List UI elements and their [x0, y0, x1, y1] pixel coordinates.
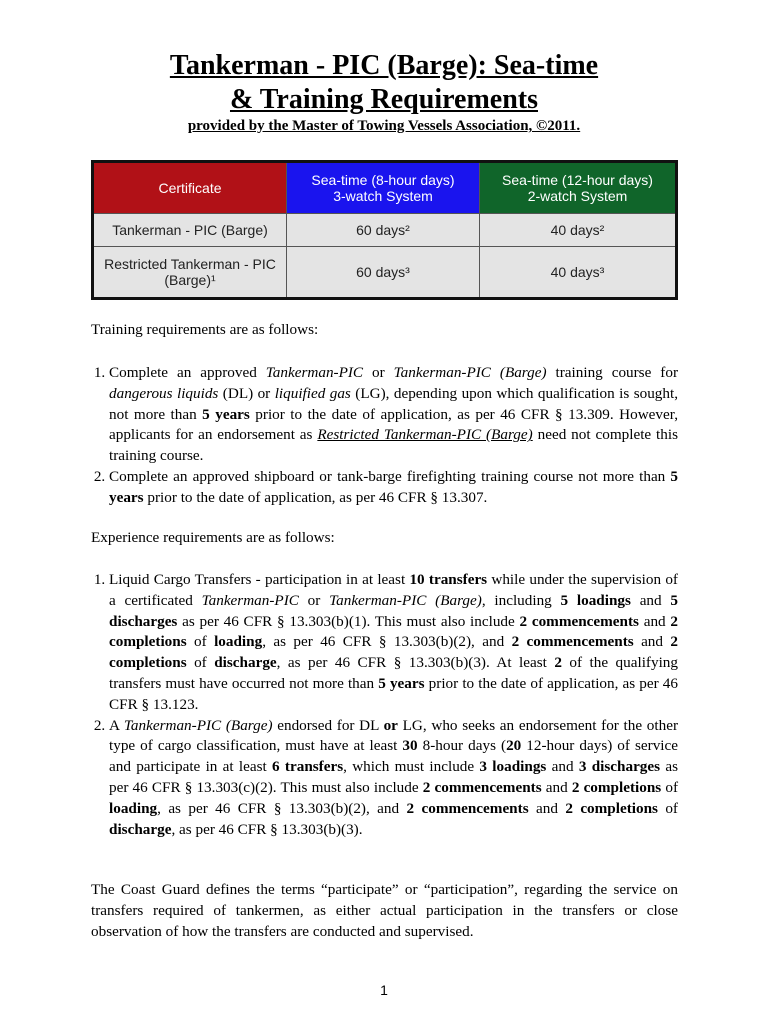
- text: 20: [506, 737, 522, 755]
- cell-8-hour: 60 days³: [287, 247, 480, 299]
- text: of: [661, 778, 678, 796]
- text: need not complete this training course.: [109, 426, 678, 465]
- text: 5 years: [109, 467, 678, 506]
- table-header-row: [93, 162, 677, 214]
- text: , as per 46 CFR § 13.303(b)(2), and: [262, 633, 512, 651]
- experience-item-2: [109, 716, 678, 841]
- cell-12-hour: 40 days²: [480, 214, 677, 247]
- text: Complete an approved shipboard or tank-barge firefighting training course not more than: [109, 467, 671, 485]
- text: Tankerman-PIC (Barge): [123, 716, 273, 734]
- text: training course for: [546, 364, 678, 381]
- text: 30: [402, 737, 418, 755]
- training-item-2: [109, 467, 678, 509]
- text: prior to the date of application, as per 46 CFR § 13.123.: [109, 674, 678, 713]
- text: , including: [481, 591, 561, 609]
- text: 2 completions: [571, 778, 662, 796]
- experience-item-1: [109, 570, 678, 716]
- header-8-hour-line1: Sea-time (8-hour days): [311, 172, 455, 188]
- text: or: [298, 591, 330, 609]
- header-12-hour-line1: Sea-time (12-hour days): [502, 172, 653, 188]
- closing-paragraph: The Coast Guard defines the terms “participate” or “participation”, regarding the service on transfers required of tankermen, as either actual participation in the transfers or close observation of how the transfers are conducted and supervised.: [91, 881, 678, 940]
- text: and: [541, 778, 572, 796]
- text: while under the supervision of a certificated: [109, 571, 678, 609]
- sea-time-table: [91, 160, 678, 300]
- text: or: [383, 716, 398, 734]
- cell-certificate: Restricted Tankerman - PIC (Barge)¹: [93, 247, 287, 299]
- text: of: [186, 633, 215, 651]
- text: discharge: [214, 654, 277, 672]
- text: dangerous liquids: [109, 384, 219, 402]
- text: 2 completions: [109, 633, 678, 672]
- text: or: [363, 364, 394, 381]
- text: Liquid Cargo Transfers - participation in at least: [109, 571, 410, 588]
- text: , as per 46 CFR § 13.303(b)(3).: [171, 820, 363, 838]
- header-certificate: Certificate: [93, 162, 287, 214]
- text: and: [633, 633, 671, 651]
- text: Tankerman-PIC (Barge): [329, 591, 482, 609]
- text: 2 commencements: [422, 778, 542, 796]
- text: 8-hour days (: [417, 737, 507, 755]
- text: 5 discharges: [109, 591, 678, 630]
- text: prior to the date of application, as per 46 CFR § 13.309. However, applicants for an endorsement as: [109, 405, 678, 444]
- experience-intro: Experience requirements are as follows:: [91, 529, 335, 546]
- text: loading: [109, 799, 158, 817]
- title-line-1: Tankerman - PIC (Barge): Sea-time: [169, 50, 599, 81]
- training-item-1: [109, 363, 678, 467]
- text: , as per 46 CFR § 13.303(b)(2), and: [157, 799, 407, 817]
- text: liquified gas: [274, 384, 351, 402]
- header-12-hour: [480, 162, 677, 214]
- text: of: [657, 799, 678, 817]
- text: 5 years: [202, 405, 250, 423]
- text: 5 years: [378, 674, 425, 692]
- text: of: [186, 654, 215, 672]
- text: 12-hour days) of service and participate in at least: [109, 737, 678, 776]
- text: as per 46 CFR § 13.303(b)(1). This must also include: [177, 612, 520, 630]
- table-row: [93, 247, 677, 299]
- text: 6 transfers: [272, 758, 344, 776]
- text: and: [630, 591, 671, 609]
- experience-section: [91, 528, 678, 549]
- text: 2 completions: [565, 799, 658, 817]
- training-list: [91, 363, 678, 509]
- header-8-hour: [287, 162, 480, 214]
- text: as per 46 CFR § 13.303(c)(2). This must also include: [109, 758, 678, 796]
- text: 2 commencements: [406, 799, 529, 817]
- experience-list: [91, 570, 678, 840]
- text: Tankerman-PIC: [201, 591, 299, 609]
- text: Complete an approved: [109, 364, 266, 381]
- training-section: [91, 320, 678, 341]
- text: 3 discharges: [578, 758, 661, 776]
- closing-section: [91, 880, 678, 942]
- page-number: 1: [380, 982, 388, 998]
- text: and: [638, 612, 671, 630]
- text: (DL) or: [218, 384, 275, 402]
- title-line-2: & Training Requirements: [229, 84, 538, 115]
- text: loading: [214, 633, 263, 651]
- text: 10 transfers: [409, 571, 488, 588]
- cell-12-hour: 40 days³: [480, 247, 677, 299]
- text: Tankerman-PIC (Barge): [393, 364, 547, 381]
- text: and: [528, 799, 566, 817]
- header-12-hour-line2: 2-watch System: [527, 188, 628, 204]
- text: (LG), depending upon which qualification is sought, not more than: [109, 384, 678, 423]
- text: , as per 46 CFR § 13.303(b)(3). At least: [276, 654, 555, 672]
- text: 2 completions: [109, 612, 678, 651]
- text: 5 loadings: [560, 591, 631, 609]
- text: prior to the date of application, as per 46 CFR § 13.307.: [143, 488, 488, 506]
- text: Tankerman-PIC: [265, 364, 364, 381]
- text: , which must include: [343, 758, 480, 776]
- text: and: [546, 758, 579, 776]
- text: 2 commencements: [511, 633, 634, 651]
- text: A: [109, 716, 124, 734]
- text: of the qualifying transfers must have occurred not more than: [109, 654, 678, 692]
- text: LG, who seeks an endorsement for the other type of cargo classification, must have at least: [109, 716, 679, 755]
- text: endorsed for DL: [272, 716, 384, 734]
- text: 2 commencements: [519, 612, 639, 630]
- table-row: [93, 214, 677, 247]
- subtitle: provided by the Master of Towing Vessels Association, ©2011.: [187, 118, 581, 134]
- text: 3 loadings: [479, 758, 547, 776]
- cell-certificate: Tankerman - PIC (Barge): [93, 214, 287, 247]
- header-8-hour-line2: 3-watch System: [333, 188, 433, 204]
- training-intro: Training requirements are as follows:: [91, 321, 319, 338]
- text: 2: [554, 654, 562, 672]
- text: discharge: [109, 820, 172, 838]
- text: Restricted Tankerman-PIC (Barge): [317, 426, 533, 444]
- cell-8-hour: 60 days²: [287, 214, 480, 247]
